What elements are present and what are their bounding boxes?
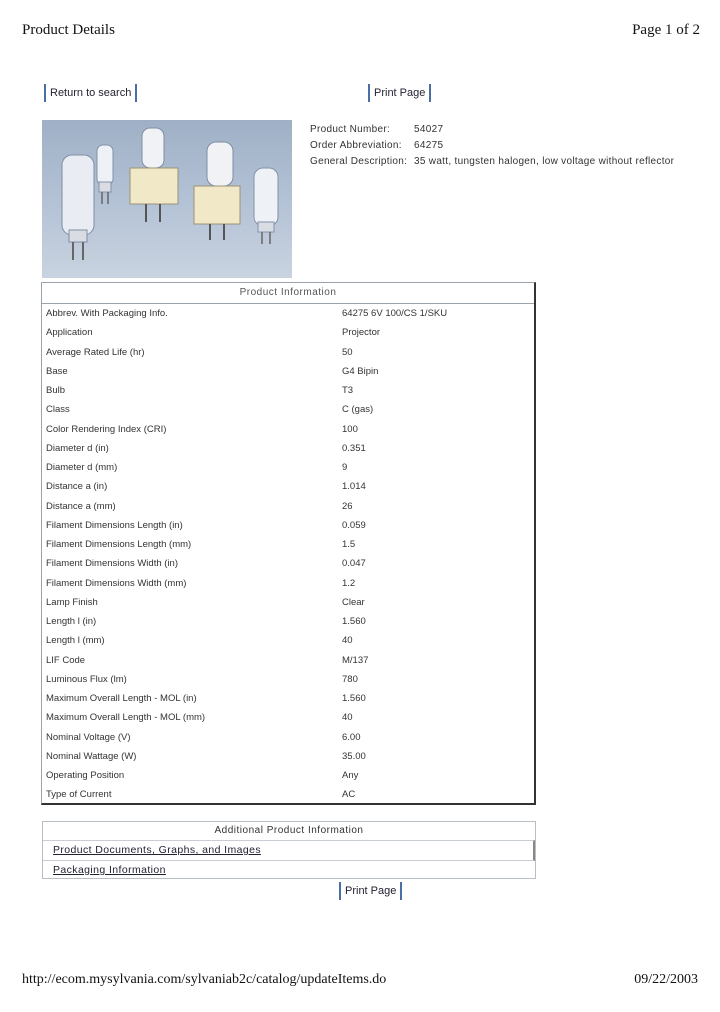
table-row bbox=[42, 477, 534, 496]
table-row bbox=[42, 362, 534, 381]
row-label: Class bbox=[46, 404, 70, 416]
summary-row: General Description: 35 watt, tungsten halogen, low voltage without reflector bbox=[310, 156, 675, 167]
row-value: 100 bbox=[342, 423, 358, 435]
row-label: LIF Code bbox=[46, 654, 86, 666]
row-label: Application bbox=[46, 327, 93, 339]
row-value: T3 bbox=[342, 385, 354, 396]
table-row bbox=[42, 497, 534, 516]
row-value: 6.00 bbox=[342, 731, 361, 743]
footer-date: 09/22/2003 bbox=[634, 972, 698, 987]
row-label: Nominal Voltage (V) bbox=[46, 731, 131, 743]
print-page-button-bottom[interactable]: Print Page bbox=[339, 882, 402, 900]
table-row bbox=[42, 516, 534, 535]
table-row bbox=[42, 593, 534, 612]
page-number: Page 1 of 2 bbox=[632, 22, 700, 38]
row-value: Clear bbox=[342, 596, 365, 608]
row-label: Distance a (in) bbox=[46, 481, 108, 493]
row-label: Lamp Finish bbox=[46, 596, 98, 608]
table-row bbox=[42, 554, 534, 573]
summary-row: Product Number: 54027 bbox=[310, 124, 444, 135]
table-row bbox=[42, 766, 534, 785]
row-label: Bulb bbox=[46, 385, 66, 396]
table-row bbox=[42, 785, 534, 804]
table-row bbox=[42, 574, 534, 593]
additional-information-box bbox=[42, 821, 536, 879]
row-value: 1.560 bbox=[342, 693, 366, 704]
row-label: Nominal Wattage (W) bbox=[46, 750, 137, 762]
row-value: Projector bbox=[342, 327, 381, 339]
row-label: Average Rated Life (hr) bbox=[46, 346, 145, 358]
row-label: Diameter d (mm) bbox=[46, 462, 118, 473]
row-value: AC bbox=[342, 789, 356, 801]
table-row bbox=[42, 670, 534, 689]
row-label: Abbrev. With Packaging Info. bbox=[46, 308, 168, 319]
table-row bbox=[42, 747, 534, 766]
row-value: 26 bbox=[342, 500, 353, 512]
row-label: Operating Position bbox=[46, 770, 125, 781]
packaging-information-link[interactable]: Packaging Information bbox=[53, 864, 166, 876]
table-row bbox=[42, 689, 534, 708]
table-row bbox=[42, 343, 534, 362]
row-label: Filament Dimensions Length (in) bbox=[46, 519, 183, 531]
row-label: Diameter d (in) bbox=[46, 442, 109, 454]
row-value: 1.560 bbox=[342, 616, 366, 627]
row-value: 1.5 bbox=[342, 539, 356, 550]
row-label: Type of Current bbox=[46, 789, 112, 801]
row-value: 0.351 bbox=[342, 442, 366, 454]
row-value: 40 bbox=[342, 635, 353, 647]
row-label: Color Rendering Index (CRI) bbox=[46, 423, 167, 435]
row-label: Filament Dimensions Length (mm) bbox=[46, 539, 192, 550]
product-documents-link[interactable]: Product Documents, Graphs, and Images bbox=[43, 840, 535, 861]
row-value: 64275 6V 100/CS 1/SKU bbox=[342, 308, 448, 319]
table-row bbox=[42, 304, 534, 323]
row-label: Luminous Flux (lm) bbox=[46, 673, 127, 685]
table-row bbox=[42, 708, 534, 727]
row-value: 9 bbox=[342, 462, 348, 473]
footer-url: http://ecom.mysylvania.com/sylvaniab2c/catalog/updateItems.do bbox=[22, 972, 387, 987]
row-value: Any bbox=[342, 770, 359, 781]
table-row bbox=[42, 381, 534, 400]
row-label: Length l (in) bbox=[46, 616, 97, 627]
table-row bbox=[42, 728, 534, 747]
row-label: Base bbox=[46, 365, 68, 377]
row-value: 35.00 bbox=[342, 750, 366, 762]
row-label: Filament Dimensions Width (mm) bbox=[46, 577, 187, 589]
row-label: Length l (mm) bbox=[46, 635, 105, 647]
table-row bbox=[42, 400, 534, 419]
row-value: C (gas) bbox=[342, 404, 374, 416]
row-value: M/137 bbox=[342, 654, 369, 666]
summary-row: Order Abbreviation: 64275 bbox=[310, 140, 444, 151]
row-label: Maximum Overall Length - MOL (in) bbox=[46, 693, 197, 704]
row-label: Maximum Overall Length - MOL (mm) bbox=[46, 712, 206, 724]
table-row bbox=[42, 535, 534, 554]
return-to-search-button[interactable]: Return to search bbox=[44, 84, 137, 102]
table-row bbox=[42, 631, 534, 650]
row-label: Filament Dimensions Width (in) bbox=[46, 558, 178, 570]
print-page-button[interactable]: Print Page bbox=[368, 84, 431, 102]
row-value: 0.059 bbox=[342, 519, 366, 531]
table-row bbox=[42, 612, 534, 631]
row-label: Distance a (mm) bbox=[46, 500, 116, 512]
row-value: 40 bbox=[342, 712, 353, 724]
table-row bbox=[42, 323, 534, 342]
table-row bbox=[42, 651, 534, 670]
row-value: 1.2 bbox=[342, 577, 356, 589]
product-information-table bbox=[41, 282, 536, 805]
row-value: 0.047 bbox=[342, 558, 366, 570]
row-value: G4 Bipin bbox=[342, 365, 379, 377]
table-heading: Product Information bbox=[42, 283, 534, 304]
product-summary bbox=[310, 122, 674, 170]
row-value: 50 bbox=[342, 346, 353, 358]
product-image bbox=[42, 120, 292, 278]
additional-heading: Additional Product Information bbox=[214, 825, 364, 836]
table-row bbox=[42, 420, 534, 439]
page-title: Product Details bbox=[22, 22, 115, 38]
row-value: 780 bbox=[342, 673, 358, 685]
table-row bbox=[42, 439, 534, 458]
row-value: 1.014 bbox=[342, 481, 366, 493]
table-row bbox=[42, 458, 534, 477]
